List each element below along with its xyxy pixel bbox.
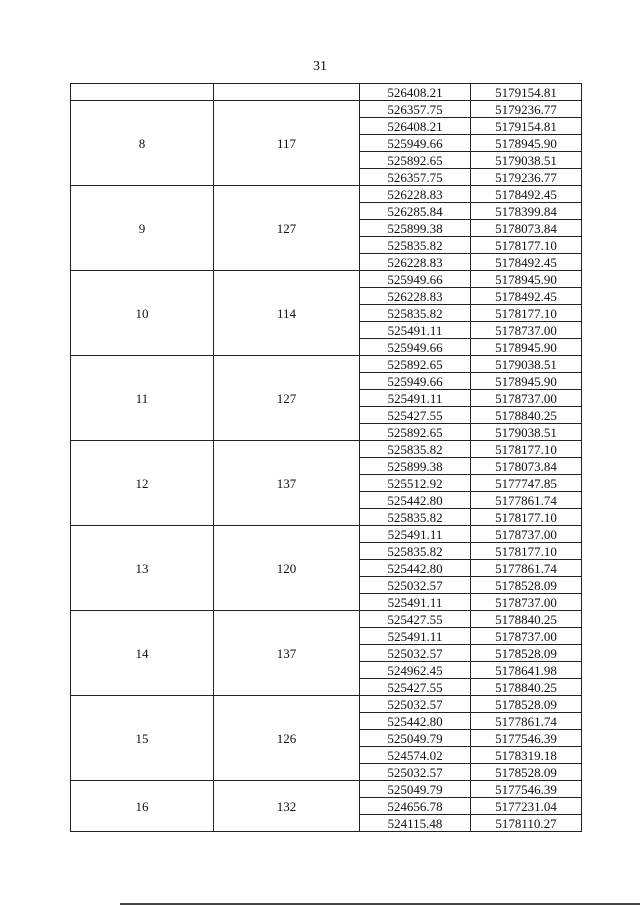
table-row [71,611,582,628]
y-coordinate-cell: 5178737.00 [471,526,582,543]
y-coordinate-cell: 5178177.10 [471,509,582,526]
x-coordinate-cell: 525442.80 [360,713,471,730]
y-coordinate-cell: 5178945.90 [471,271,582,288]
y-coordinate-cell: 5178840.25 [471,679,582,696]
x-coordinate-cell: 524115.48 [360,815,471,832]
x-coordinate-cell: 525892.65 [360,356,471,373]
area-cell: 137 [214,611,360,696]
x-coordinate-cell: 525032.57 [360,764,471,781]
x-coordinate-cell: 525835.82 [360,305,471,322]
y-coordinate-cell: 5179038.51 [471,356,582,373]
group-id-cell: 10 [71,271,214,356]
x-coordinate-cell: 525899.38 [360,458,471,475]
area-cell: 137 [214,441,360,526]
page-number: 31 [313,59,327,74]
x-coordinate-cell: 525442.80 [360,560,471,577]
y-coordinate-cell: 5178840.25 [471,611,582,628]
table-row [71,696,582,713]
x-coordinate-cell: 525442.80 [360,492,471,509]
area-cell: 127 [214,356,360,441]
group-id-cell: 14 [71,611,214,696]
x-coordinate-cell: 526357.75 [360,101,471,118]
table-row [71,271,582,288]
y-coordinate-cell: 5179154.81 [471,118,582,135]
y-coordinate-cell: 5177747.85 [471,475,582,492]
group-id-cell: 13 [71,526,214,611]
y-coordinate-cell: 5178110.27 [471,815,582,832]
x-coordinate-cell: 526357.75 [360,169,471,186]
area-cell: 114 [214,271,360,356]
x-coordinate-cell: 526228.83 [360,254,471,271]
y-coordinate-cell: 5177546.39 [471,730,582,747]
y-coordinate-cell: 5178073.84 [471,220,582,237]
x-coordinate-cell: 526228.83 [360,288,471,305]
y-coordinate-cell: 5178177.10 [471,305,582,322]
x-coordinate-cell: 525949.66 [360,271,471,288]
area-cell: 120 [214,526,360,611]
coordinates-table [70,83,582,832]
y-coordinate-cell: 5178945.90 [471,339,582,356]
group-id-cell [71,84,214,101]
area-cell [214,84,360,101]
area-cell: 117 [214,101,360,186]
y-coordinate-cell: 5178945.90 [471,373,582,390]
y-coordinate-cell: 5179236.77 [471,101,582,118]
table-row [71,84,582,101]
x-coordinate-cell: 526285.84 [360,203,471,220]
x-coordinate-cell: 524962.45 [360,662,471,679]
x-coordinate-cell: 525427.55 [360,407,471,424]
group-id-cell: 15 [71,696,214,781]
y-coordinate-cell: 5179038.51 [471,424,582,441]
x-coordinate-cell: 525835.82 [360,509,471,526]
y-coordinate-cell: 5179154.81 [471,84,582,101]
x-coordinate-cell: 525491.11 [360,628,471,645]
x-coordinate-cell: 525032.57 [360,645,471,662]
table-row [71,356,582,373]
y-coordinate-cell: 5178528.09 [471,577,582,594]
x-coordinate-cell: 526408.21 [360,84,471,101]
x-coordinate-cell: 525032.57 [360,696,471,713]
coordinates-table-body [71,84,582,832]
y-coordinate-cell: 5177861.74 [471,492,582,509]
x-coordinate-cell: 525835.82 [360,543,471,560]
x-coordinate-cell: 525949.66 [360,339,471,356]
x-coordinate-cell: 525491.11 [360,594,471,611]
x-coordinate-cell: 525899.38 [360,220,471,237]
y-coordinate-cell: 5178177.10 [471,441,582,458]
group-id-cell: 11 [71,356,214,441]
y-coordinate-cell: 5178737.00 [471,594,582,611]
y-coordinate-cell: 5178177.10 [471,543,582,560]
x-coordinate-cell: 525892.65 [360,152,471,169]
table-row [71,781,582,798]
x-coordinate-cell: 525491.11 [360,322,471,339]
area-cell: 127 [214,186,360,271]
y-coordinate-cell: 5179038.51 [471,152,582,169]
table-row [71,526,582,543]
x-coordinate-cell: 525835.82 [360,441,471,458]
y-coordinate-cell: 5178492.45 [471,186,582,203]
x-coordinate-cell: 524656.78 [360,798,471,815]
x-coordinate-cell: 526408.21 [360,118,471,135]
y-coordinate-cell: 5178737.00 [471,322,582,339]
x-coordinate-cell: 525512.92 [360,475,471,492]
y-coordinate-cell: 5178528.09 [471,764,582,781]
x-coordinate-cell: 525491.11 [360,526,471,543]
x-coordinate-cell: 525032.57 [360,577,471,594]
area-cell: 126 [214,696,360,781]
y-coordinate-cell: 5178945.90 [471,135,582,152]
y-coordinate-cell: 5177861.74 [471,560,582,577]
y-coordinate-cell: 5178528.09 [471,645,582,662]
group-id-cell: 8 [71,101,214,186]
group-id-cell: 16 [71,781,214,832]
y-coordinate-cell: 5178737.00 [471,390,582,407]
x-coordinate-cell: 525049.79 [360,781,471,798]
x-coordinate-cell: 525949.66 [360,373,471,390]
table-row [71,441,582,458]
x-coordinate-cell: 525491.11 [360,390,471,407]
y-coordinate-cell: 5179236.77 [471,169,582,186]
group-id-cell: 9 [71,186,214,271]
y-coordinate-cell: 5178319.18 [471,747,582,764]
group-id-cell: 12 [71,441,214,526]
area-cell: 132 [214,781,360,832]
y-coordinate-cell: 5178641.98 [471,662,582,679]
y-coordinate-cell: 5177861.74 [471,713,582,730]
table-row [71,101,582,118]
x-coordinate-cell: 525427.55 [360,679,471,696]
y-coordinate-cell: 5178177.10 [471,237,582,254]
y-coordinate-cell: 5178492.45 [471,288,582,305]
y-coordinate-cell: 5178737.00 [471,628,582,645]
y-coordinate-cell: 5177546.39 [471,781,582,798]
y-coordinate-cell: 5177231.04 [471,798,582,815]
x-coordinate-cell: 524574.02 [360,747,471,764]
y-coordinate-cell: 5178840.25 [471,407,582,424]
x-coordinate-cell: 525835.82 [360,237,471,254]
x-coordinate-cell: 525049.79 [360,730,471,747]
table-row [71,186,582,203]
y-coordinate-cell: 5178528.09 [471,696,582,713]
x-coordinate-cell: 525949.66 [360,135,471,152]
y-coordinate-cell: 5178399.84 [471,203,582,220]
x-coordinate-cell: 525892.65 [360,424,471,441]
x-coordinate-cell: 525427.55 [360,611,471,628]
x-coordinate-cell: 526228.83 [360,186,471,203]
y-coordinate-cell: 5178492.45 [471,254,582,271]
y-coordinate-cell: 5178073.84 [471,458,582,475]
